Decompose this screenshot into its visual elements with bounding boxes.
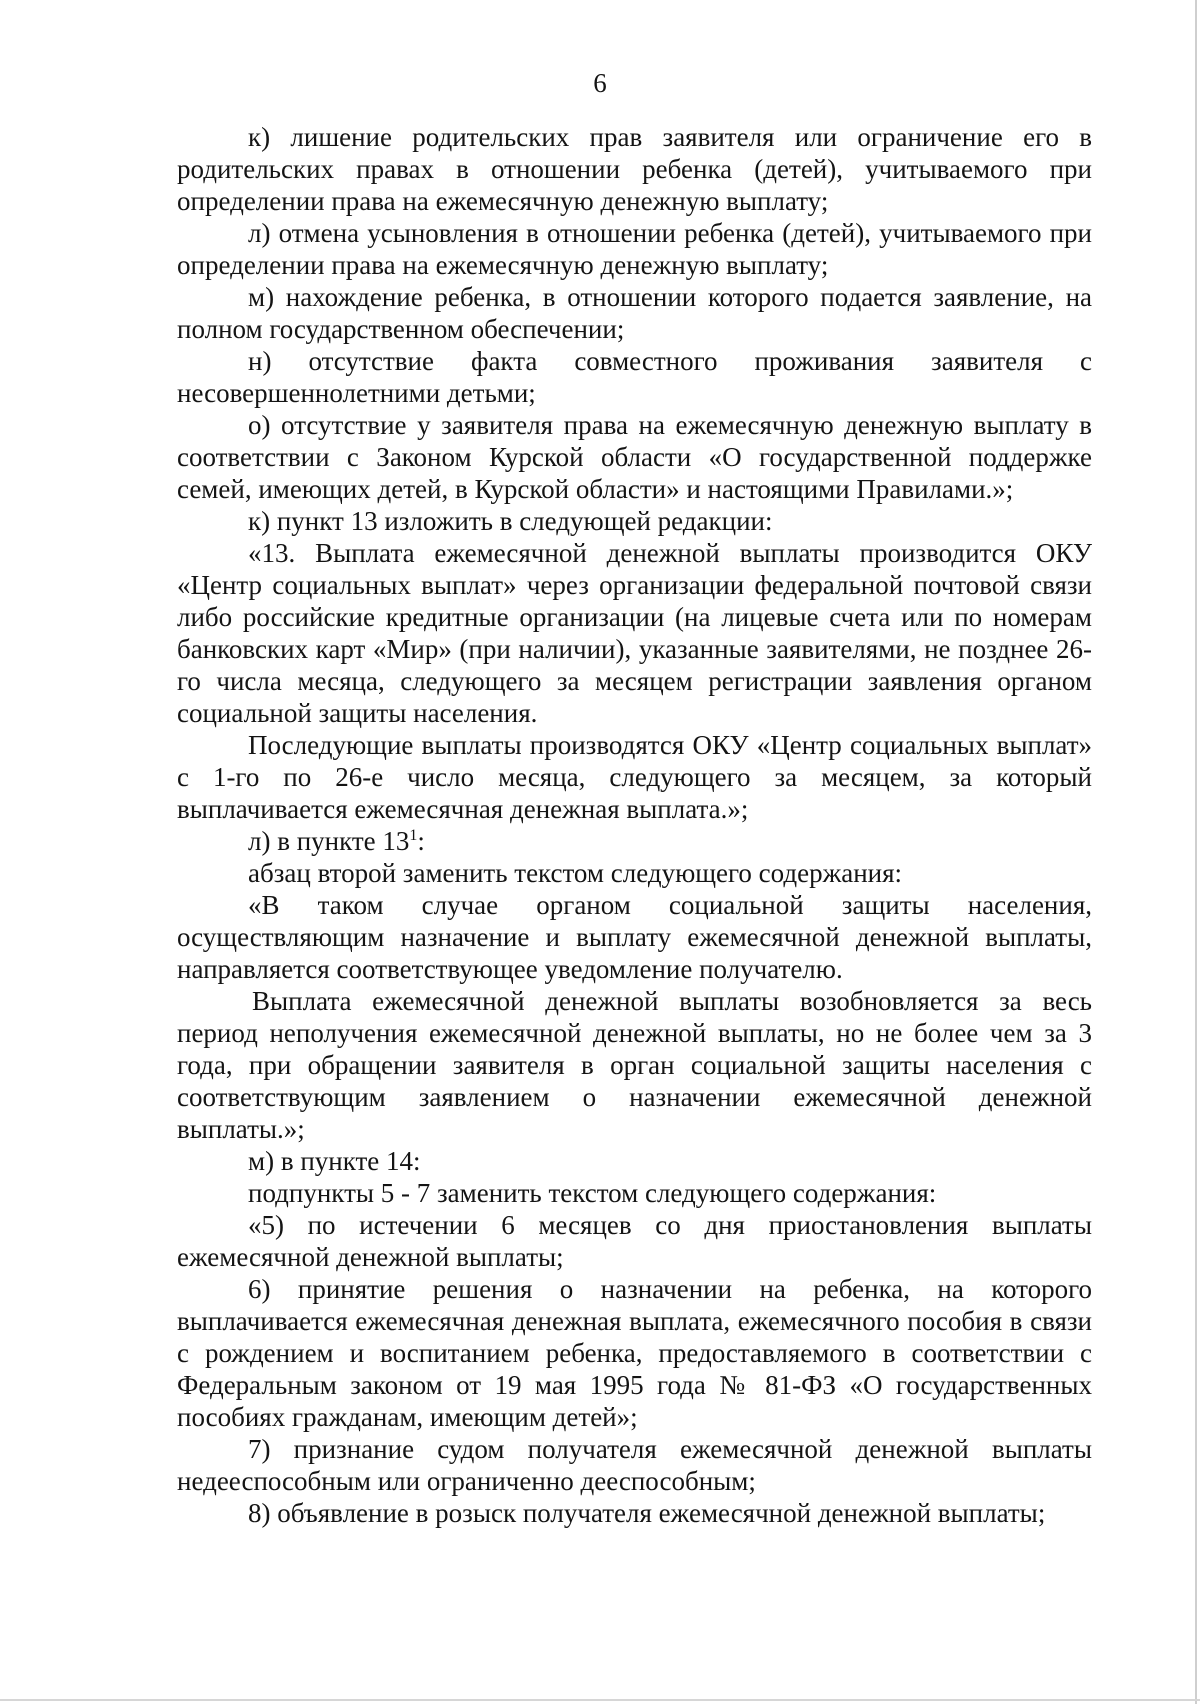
paragraph-subpoint-6: 6) принятие решения о назначении на ребенка, на которого выплачивается ежемесячная денежная выплата, ежемесячного пособия в связи с рождением и воспитанием ребенка, предоставляемого в соответствии с Федеральным законом от 19 мая 1995 года № 81-ФЗ «О государственных пособиях гражданам, имеющим детей»; [177, 1274, 1092, 1432]
paragraph-m-point-14: м) в пункте 14: [248, 1146, 421, 1176]
document-body [177, 121, 1092, 1529]
point-13-1-colon: : [417, 826, 425, 856]
paragraph-subpoint-5: «5) по истечении 6 месяцев со дня приостановления выплаты ежемесячной денежной выплаты; [177, 1210, 1092, 1272]
scan-edge-right [1195, 0, 1197, 1704]
page-number: 6 [593, 68, 607, 98]
paragraph-k-point-13: к) пункт 13 изложить в следующей редакции: [248, 506, 773, 536]
paragraph-o-no-right: о) отсутствие у заявителя права на ежемесячную денежную выплату в соответствии с Законом Курской области «О государственной поддержке семей, имеющих детей, в Курской области» и настоящими Правилами.»; [177, 410, 1092, 504]
point-13-1-label: л) в пункте 13 [248, 826, 410, 856]
paragraph-l-adoption: л) отмена усыновления в отношении ребенка (детей), учитываемого при определении права на ежемесячную денежную выплату; [177, 218, 1092, 280]
paragraph-l-point-13-1 [177, 825, 1092, 857]
paragraph-notification: «В таком случае органом социальной защиты населения, осуществляющим назначение и выплату ежемесячной денежной выплаты, направляется соответствующее уведомление получателю. [177, 890, 1092, 984]
paragraph-second-abzac: абзац второй заменить текстом следующего содержания: [248, 858, 903, 888]
paragraph-point-13-text: «13. Выплата ежемесячной денежной выплаты производится ОКУ «Центр социальных выплат» через организации федеральной почтовой связи либо российские кредитные организации (на лицевые счета или по номерам банковских карт «Мир» (при наличии), указанные заявителями, не позднее 26-го числа месяца, следующего за месяцем регистрации заявления органом социальной защиты населения. [177, 538, 1092, 728]
paragraph-subpoints-5-7: подпункты 5 - 7 заменить текстом следующего содержания: [248, 1178, 937, 1208]
paragraph-subpoint-8: 8) объявление в розыск получателя ежемесячной денежной выплаты; [248, 1498, 1046, 1528]
paragraph-subpoint-7: 7) признание судом получателя ежемесячной денежной выплаты недееспособным или ограниченно дееспособным; [177, 1434, 1092, 1496]
paragraph-n-cohabitation: н) отсутствие факта совместного проживания заявителя с несовершеннолетними детьми; [177, 346, 1092, 408]
scan-edge-bottom [0, 1699, 1200, 1701]
paragraph-subsequent-payments: Последующие выплаты производятся ОКУ «Центр социальных выплат» с 1-го по 26-е число месяца, следующего за месяцем, за который выплачивается ежемесячная денежная выплата.»; [177, 730, 1092, 824]
paragraph-m-state-support: м) нахождение ребенка, в отношении которого подается заявление, на полном государственном обеспечении; [177, 282, 1092, 344]
point-13-1-superscript: 1 [409, 827, 418, 844]
paragraph-resumption: Выплата ежемесячной денежной выплаты возобновляется за весь период неполучения ежемесячной денежной выплаты, но не более чем за 3 года, при обращении заявителя в орган социальной защиты населения с соответствующим заявлением о назначении ежемесячной денежной выплаты.»; [177, 986, 1092, 1144]
paragraph-k-deprivation: к) лишение родительских прав заявителя или ограничение его в родительских правах в отношении ребенка (детей), учитываемого при определении права на ежемесячную денежную выплату; [177, 122, 1092, 216]
